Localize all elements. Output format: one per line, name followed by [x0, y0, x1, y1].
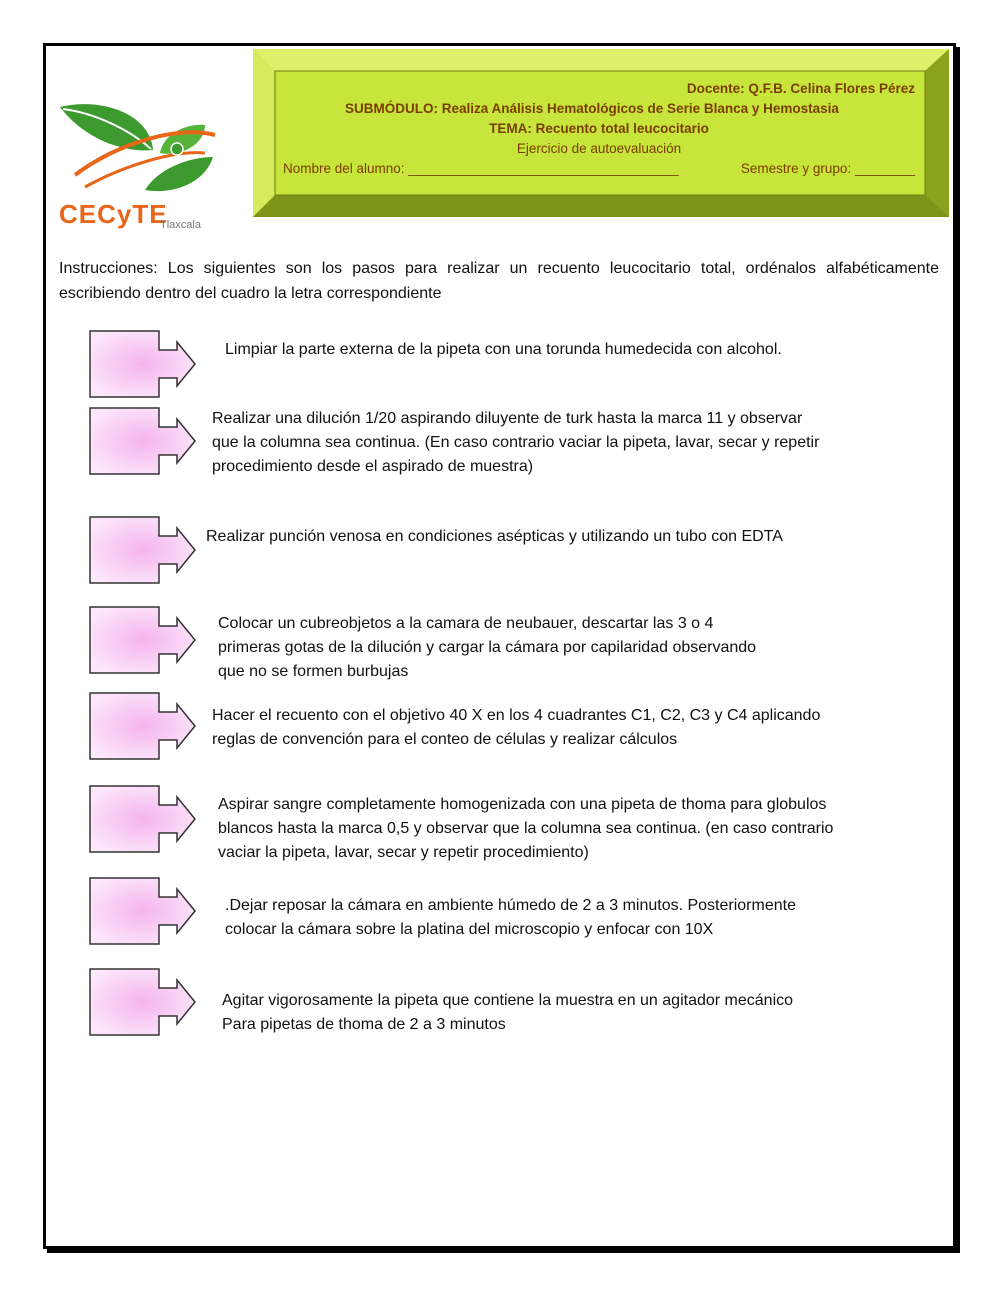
step-text: Agitar vigorosamente la pipeta que contiene la muestra en un agitador mecánico Para pipetas de thoma de 2 a 3 minutos — [222, 992, 794, 1033]
student-name-field[interactable]: Nombre del alumno: ____________________________________ — [283, 161, 679, 176]
answer-box[interactable] — [89, 877, 199, 947]
submodulo-label: SUBMÓDULO: Realiza Análisis Hematológicos de Serie Blanca y Hemostasia — [345, 101, 839, 116]
header-panel — [253, 49, 949, 217]
header-text — [283, 79, 915, 179]
answer-box[interactable] — [89, 516, 199, 586]
docente-label: Docente: Q.F.B. Celina Flores Pérez — [686, 81, 915, 96]
tema-label: TEMA: Recuento total leucocitario — [489, 121, 709, 136]
ejercicio-label: Ejercicio de autoevaluación — [516, 141, 682, 156]
semester-group-field[interactable]: Semestre y grupo: ________ — [740, 161, 915, 176]
answer-box[interactable] — [89, 407, 199, 477]
leaf-emblem-icon — [55, 95, 225, 205]
step-text: Hacer el recuento con el objetivo 40 X en los 4 cuadrantes C1, C2, C3 y C4 aplicando reglas de convención para el conteo de células y realizar cálculos — [212, 707, 821, 748]
logo-name: CECyTE — [59, 199, 168, 229]
answer-box[interactable] — [89, 606, 199, 676]
logo-subtitle: Tlaxcala — [160, 219, 201, 231]
step-text: Limpiar la parte externa de la pipeta con una torunda humedecida con alcohol. — [225, 341, 782, 358]
student-fields — [283, 159, 915, 179]
cecyte-logo — [55, 95, 225, 235]
answer-box[interactable] — [89, 968, 199, 1038]
answer-box[interactable] — [89, 330, 199, 400]
instructions-text: Instrucciones: Los siguientes son los pasos para realizar un recuento leucocitario total, ordénalos alfabéticamente escribiendo dentro del cuadro la letra correspondiente — [59, 260, 939, 302]
step-text: Colocar un cubreobjetos a la camara de neubauer, descartar las 3 o 4 primeras gotas de la dilución y cargar la cámara por capilaridad observando que no se formen burbujas — [218, 615, 757, 680]
step-text: Aspirar sangre completamente homogenizada con una pipeta de thoma para globulos blancos hasta la marca 0,5 y observar que la columna sea continua. (en caso contrario vaciar la pipeta, lavar, secar y repetir procedimiento) — [218, 796, 834, 861]
step-text: Realizar punción venosa en condiciones asépticas y utilizando un tubo con EDTA — [206, 528, 783, 545]
step-text: .Dejar reposar la cámara en ambiente húmedo de 2 a 3 minutos. Posteriormente colocar la cámara sobre la platina del microscopio y enfocar con 10X — [225, 897, 796, 938]
step-text: Realizar una dilución 1/20 aspirando diluyente de turk hasta la marca 11 y observar que la columna sea continua. (En caso contrario vaciar la pipeta, lavar, secar y repetir procedimiento desde el aspirado de muestra) — [212, 410, 820, 475]
answer-box[interactable] — [89, 785, 199, 855]
answer-box[interactable] — [89, 692, 199, 762]
